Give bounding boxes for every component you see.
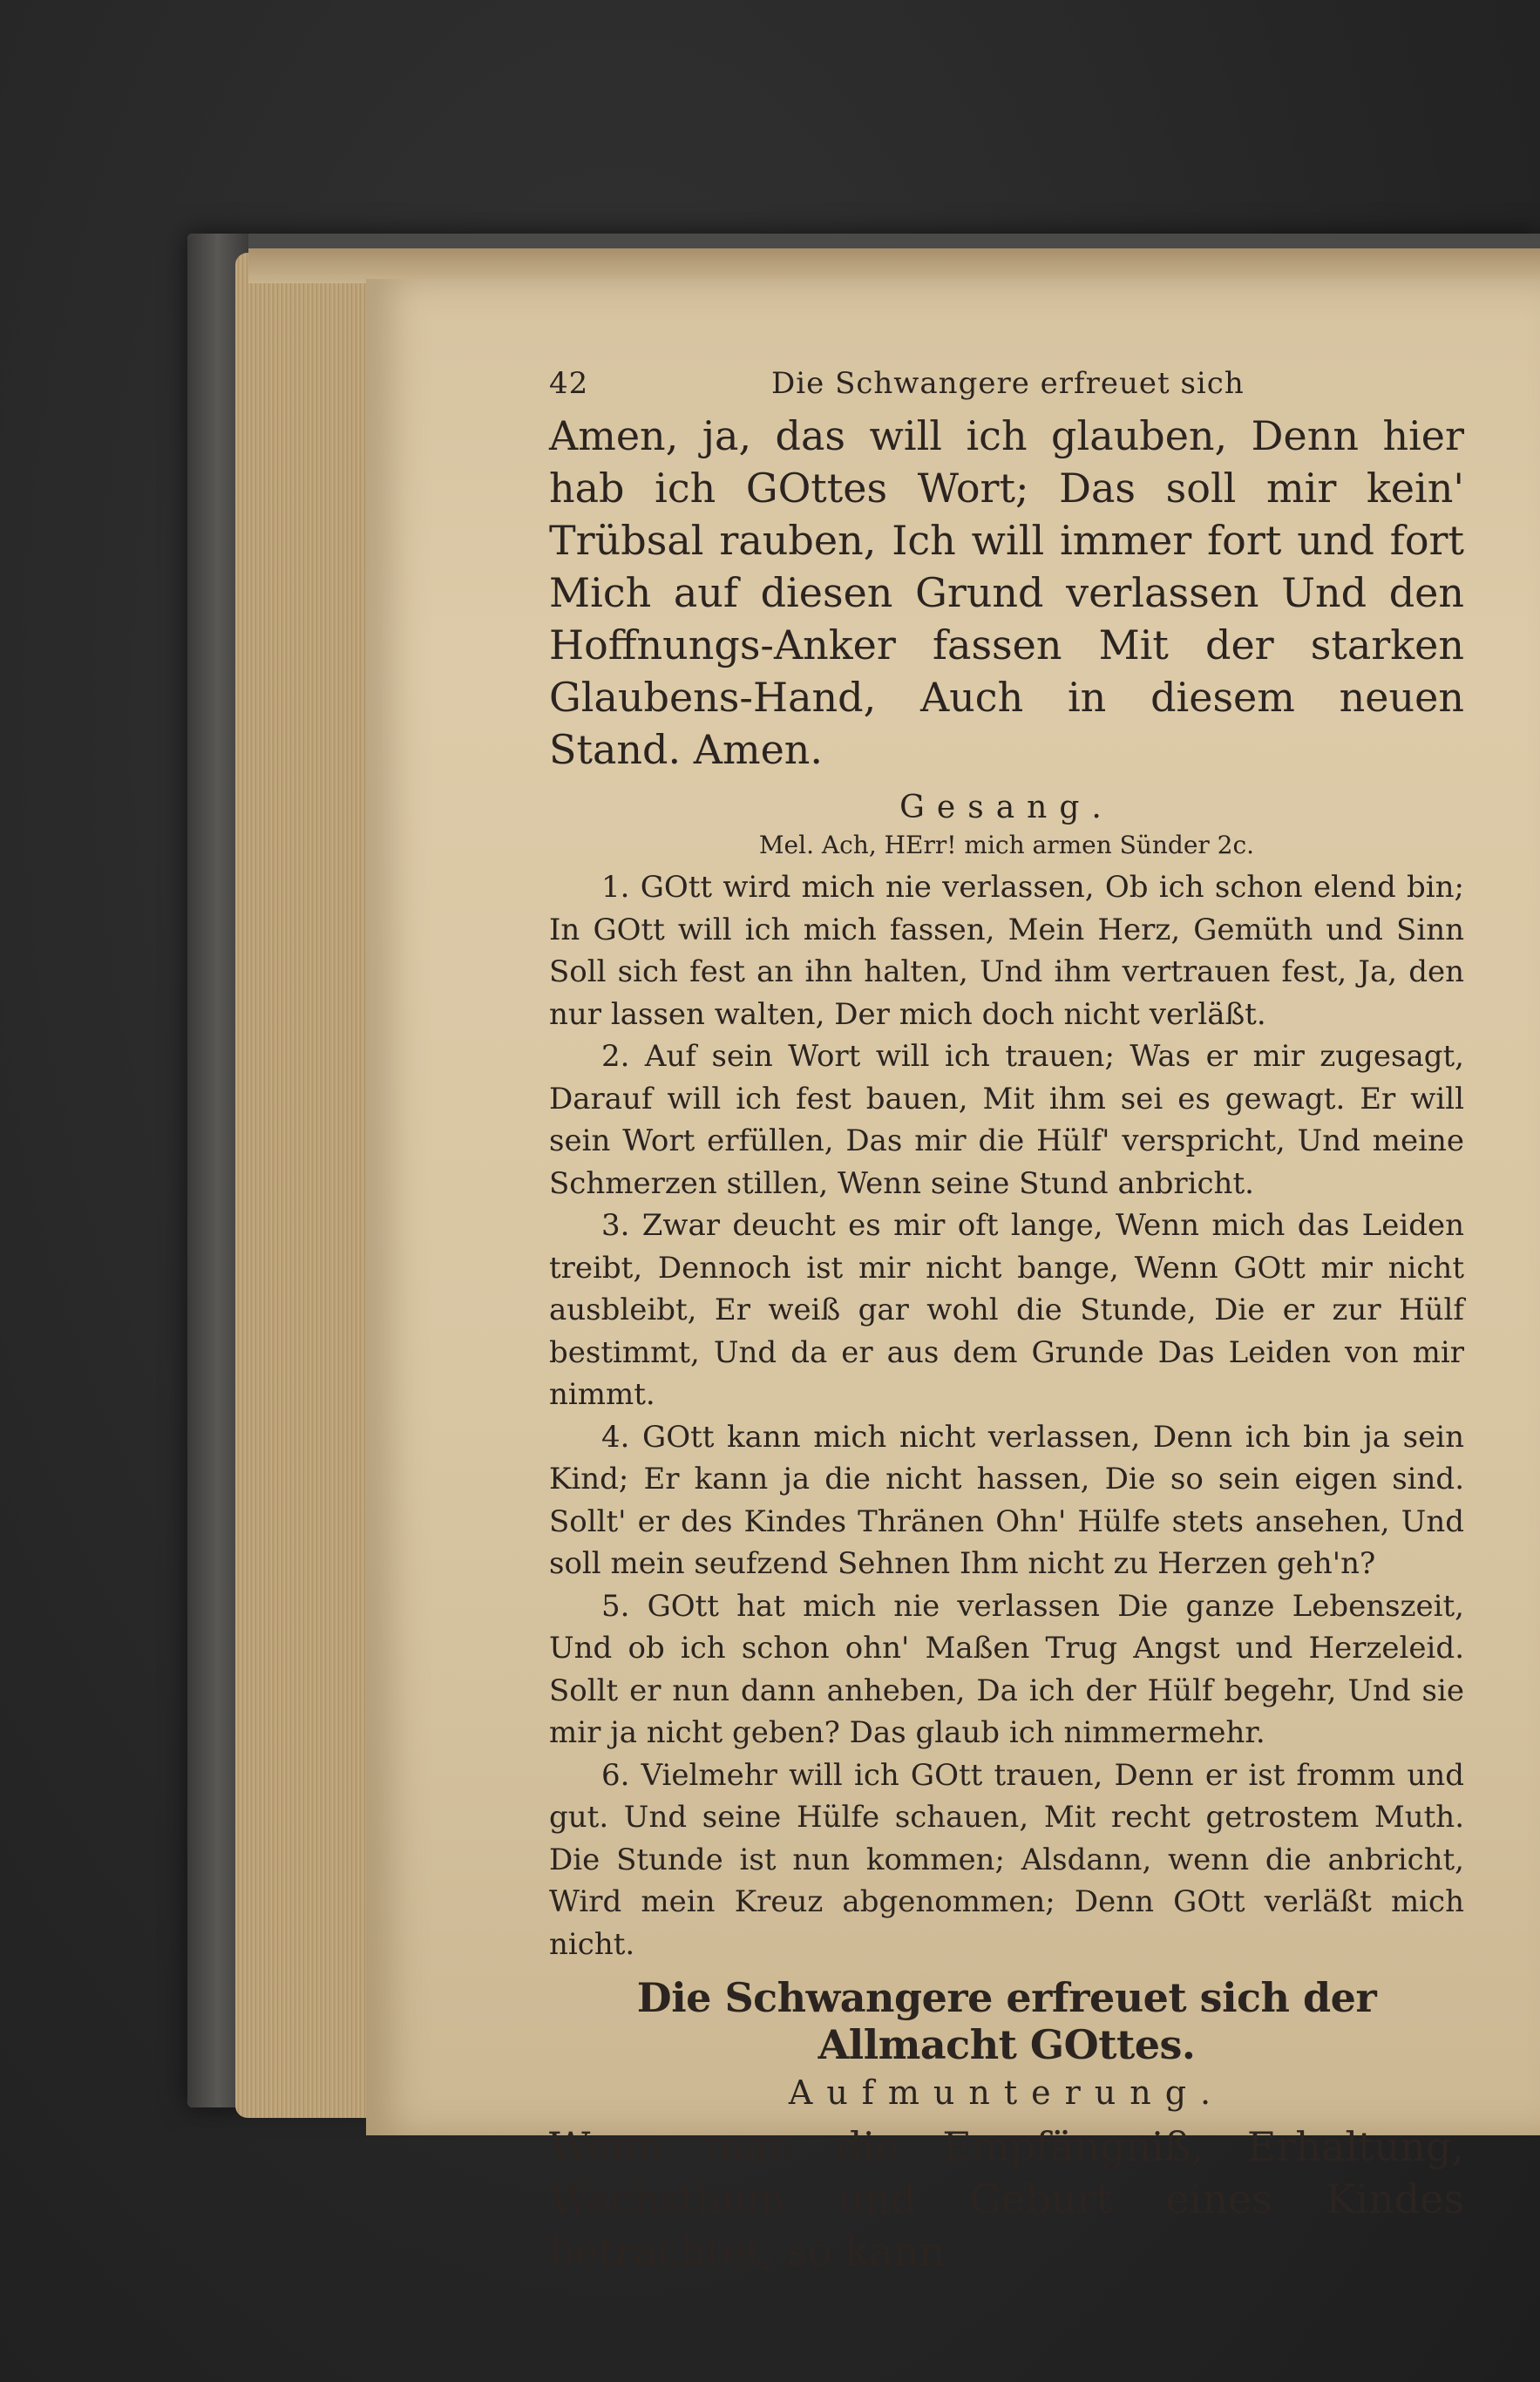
verse-6: 6. Vielmehr will ich GOtt trauen, Denn er ist fromm und gut. Und seine Hülfe schauen, Mit recht getrostem Muth. Die Stunde ist nun kommen; Alsdann, wenn die anbricht, Wird mein Kreuz abgenommen; Denn GOtt verläßt mich nicht. bbox=[549, 1757, 1464, 1962]
verse-3: 3. Zwar deucht es mir oft lange, Wenn mich das Leiden treibt, Dennoch ist mir nicht bange, Wenn GOtt mir nicht ausbleibt, Er weiß gar wohl die Stunde, Die er zur Hülf bestimmt, Und da er aus dem Grunde Das Leiden von mir nimmt. bbox=[549, 1208, 1464, 1412]
verse-5: 5. GOtt hat mich nie verlassen Die ganze Lebenszeit, Und ob ich schon ohn' Maßen Trug Angst und Herzeleid. Sollt er nun dann anheben, Da ich der Hülf begehr, Und sie mir ja nicht geben? Das glaub ich nimmermehr. bbox=[549, 1588, 1464, 1750]
running-head bbox=[549, 357, 1464, 410]
page-text bbox=[549, 357, 1464, 2277]
page-top-edge bbox=[248, 248, 1540, 283]
melody-line: Mel. Ach, HErr! mich armen Sünder 2c. bbox=[758, 831, 1255, 859]
running-title: Die Schwangere erfreuet sich bbox=[771, 366, 1245, 401]
page-number: 42 bbox=[549, 366, 589, 401]
section-subheading: Aufmunterung. bbox=[788, 2073, 1225, 2112]
section-opening-paragraph: Wenn man die Empfängniß, Erhaltung, Wachsthum und Geburt eines Kindes betrachtet, so kann bbox=[549, 2123, 1464, 2275]
verse-1: 1. GOtt wird mich nie verlassen, Ob ich schon elend bin; In GOtt will ich mich fassen, Mein Herz, Gemüth und Sinn Soll sich fest an ihn halten, Und ihm vertrauen fest, Ja, den nur lassen walten, Der mich doch nicht verläßt. bbox=[549, 870, 1464, 1032]
verse-4: 4. GOtt kann mich nicht verlassen, Denn ich bin ja sein Kind; Er kann ja die nicht hassen, Die so sein eigen sind. Sollt' er des Kindes Thränen Ohn' Hülfe stets ansehen, Und soll mein seufzend Sehnen Ihm nicht zu Herzen geh'n? bbox=[549, 1419, 1464, 1581]
verse-2: 2. Auf sein Wort will ich trauen; Was er mir zugesagt, Darauf will ich fest bauen, Mit ihm sei es gewagt. Er will sein Wort erfüllen, Das mir die Hülf' verspricht, Und meine Schmerzen stillen, Wenn seine Stund anbricht. bbox=[549, 1039, 1464, 1201]
song-heading: Gesang. bbox=[899, 790, 1114, 825]
section-title: Die Schwangere erfreuet sich der Allmacht GOttes. bbox=[636, 1974, 1377, 2068]
opening-paragraph: Amen, ja, das will ich glauben, Denn hier hab ich GOttes Wort; Das soll mir kein' Trübsal rauben, Ich will immer fort und fort Mich auf diesen Grund verlassen Und den Hoffnungs-Anker fassen Mit der starken Glaubens-Hand, Auch in diesem neuen Stand. Amen. bbox=[549, 412, 1464, 773]
